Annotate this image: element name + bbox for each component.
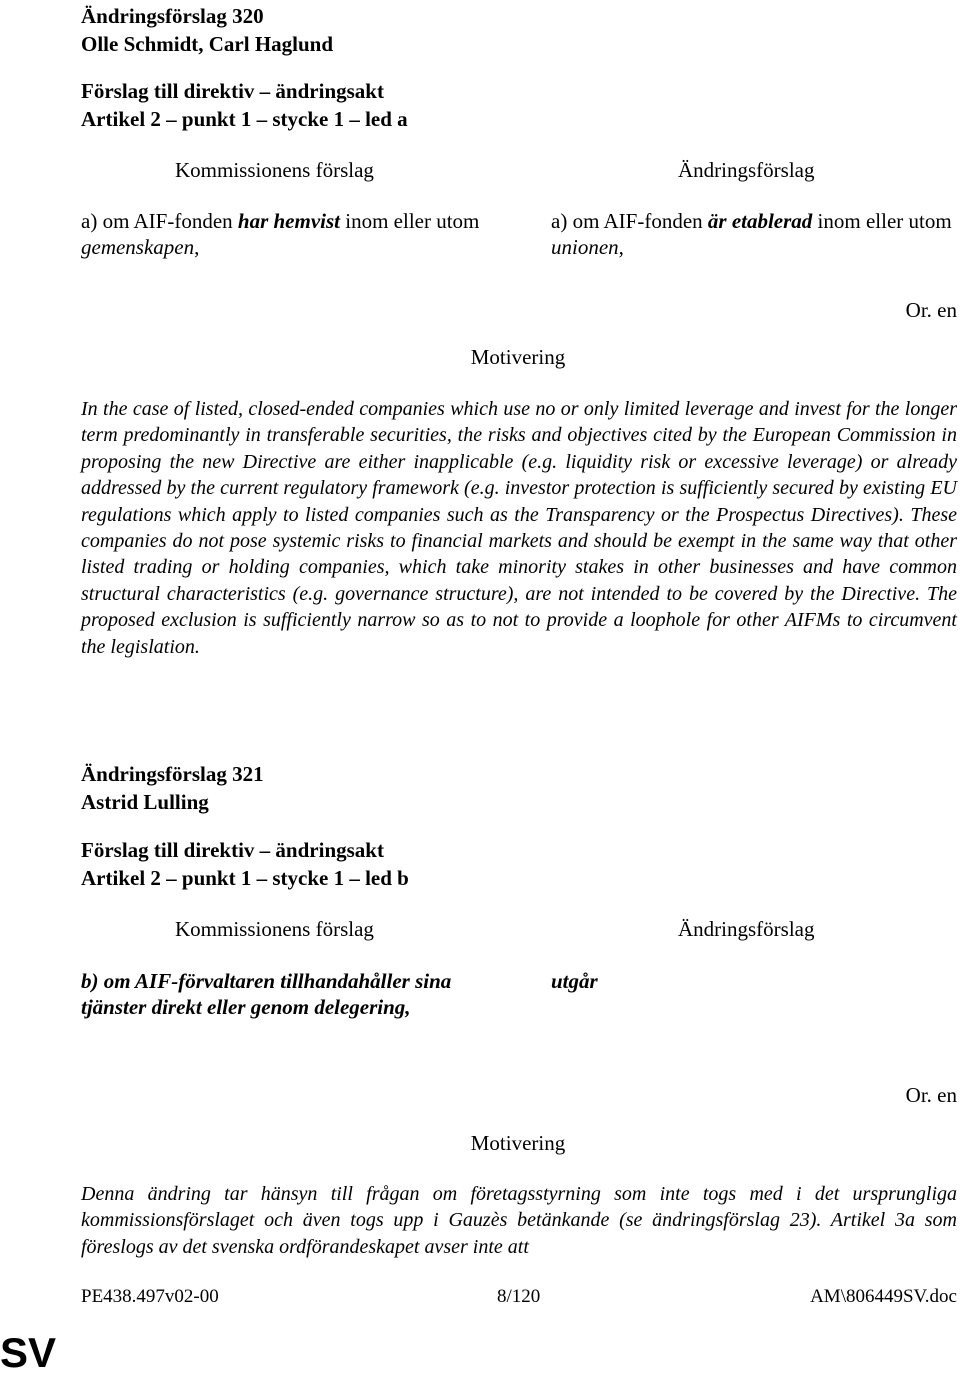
footer-file-name: AM\806449SV.doc — [810, 1286, 957, 1307]
proposal-title: Förslag till direktiv – ändringsakt — [81, 838, 384, 862]
text-pre: a) om AIF-fonden — [551, 209, 708, 233]
amendment-number: Ändringsförslag 320 — [81, 4, 264, 28]
text-emphasis: har hemvist — [237, 209, 340, 233]
amendment-321-header — [81, 760, 264, 816]
text-emphasis: är etablerad — [707, 209, 813, 233]
amendment-text — [551, 208, 960, 260]
amendment-320-reference — [81, 77, 408, 133]
amendment-authors: Olle Schmidt, Carl Haglund — [81, 32, 334, 56]
text-post: inom eller utom — [340, 209, 480, 233]
language-code: SV — [0, 1329, 57, 1376]
justification-title: Motivering — [470, 1131, 566, 1155]
article-reference: Artikel 2 – punkt 1 – stycke 1 – led b — [81, 866, 409, 890]
text-end: , — [618, 235, 624, 259]
amendment-321-reference — [81, 836, 409, 892]
amendment-320-header — [81, 2, 333, 58]
amendment-header: Ändringsförslag — [678, 917, 815, 941]
amendment-header: Ändringsförslag — [678, 158, 815, 182]
text-pre: a) om AIF-fonden — [81, 209, 238, 233]
amendment-authors: Astrid Lulling — [81, 790, 209, 814]
text-end: , — [194, 235, 200, 259]
commission-text: b) om AIF-förvaltaren tillhandahåller sina tjänster direkt eller genom delegering, — [81, 969, 452, 1019]
footer-page-number: 8/120 — [497, 1286, 541, 1307]
text-italic: gemenskapen — [81, 235, 195, 259]
original-language: Or. en — [905, 1083, 957, 1107]
text-italic: unionen — [551, 235, 619, 259]
original-language: Or. en — [905, 298, 957, 322]
proposal-title: Förslag till direktiv – ändringsakt — [81, 79, 384, 103]
amendment-number: Ändringsförslag 321 — [81, 762, 264, 786]
amendment-text: utgår — [551, 969, 598, 993]
commission-proposal-header: Kommissionens förslag — [175, 158, 374, 182]
footer-doc-ref: PE438.497v02-00 — [81, 1286, 219, 1307]
text-post: inom eller utom — [812, 209, 952, 233]
commission-proposal-header: Kommissionens förslag — [175, 917, 374, 941]
commission-text — [81, 208, 491, 260]
justification-text: Denna ändring tar hänsyn till frågan om företagsstyrning som inte togs med i det ursprungliga kommissionsförslaget och även togs upp i Gauzès betänkande (se ändringsförslag 23). Artikel 3a som föreslogs av det svenska ordförandeskapet avser inte att — [81, 1183, 957, 1258]
justification-text: In the case of listed, closed-ended companies which use no or only limited leverage and invest for the longer term predominantly in transferable securities, the risks and objectives cited by the European Commission in proposing the new Directive are either inapplicable (e.g. liquidity risk or excessive leverage) or already addressed by the current regulatory framework (e.g. investor protection is sufficiently secured by existing EU regulations which apply to listed companies such as the Transparency or the Prospectus Directives). These companies do not pose systemic risks to financial markets and should be exempt in the same way that other listed trading or holding companies, which take minority stakes in other businesses and have common structural characteristics (e.g. governance structure), are not intended to be covered by the Directive. The proposed exclusion is sufficiently narrow so as to not to provide a loophole for other AIFMs to circumvent the legislation. — [81, 398, 957, 658]
justification-title: Motivering — [470, 345, 566, 369]
article-reference: Artikel 2 – punkt 1 – stycke 1 – led a — [81, 107, 408, 131]
